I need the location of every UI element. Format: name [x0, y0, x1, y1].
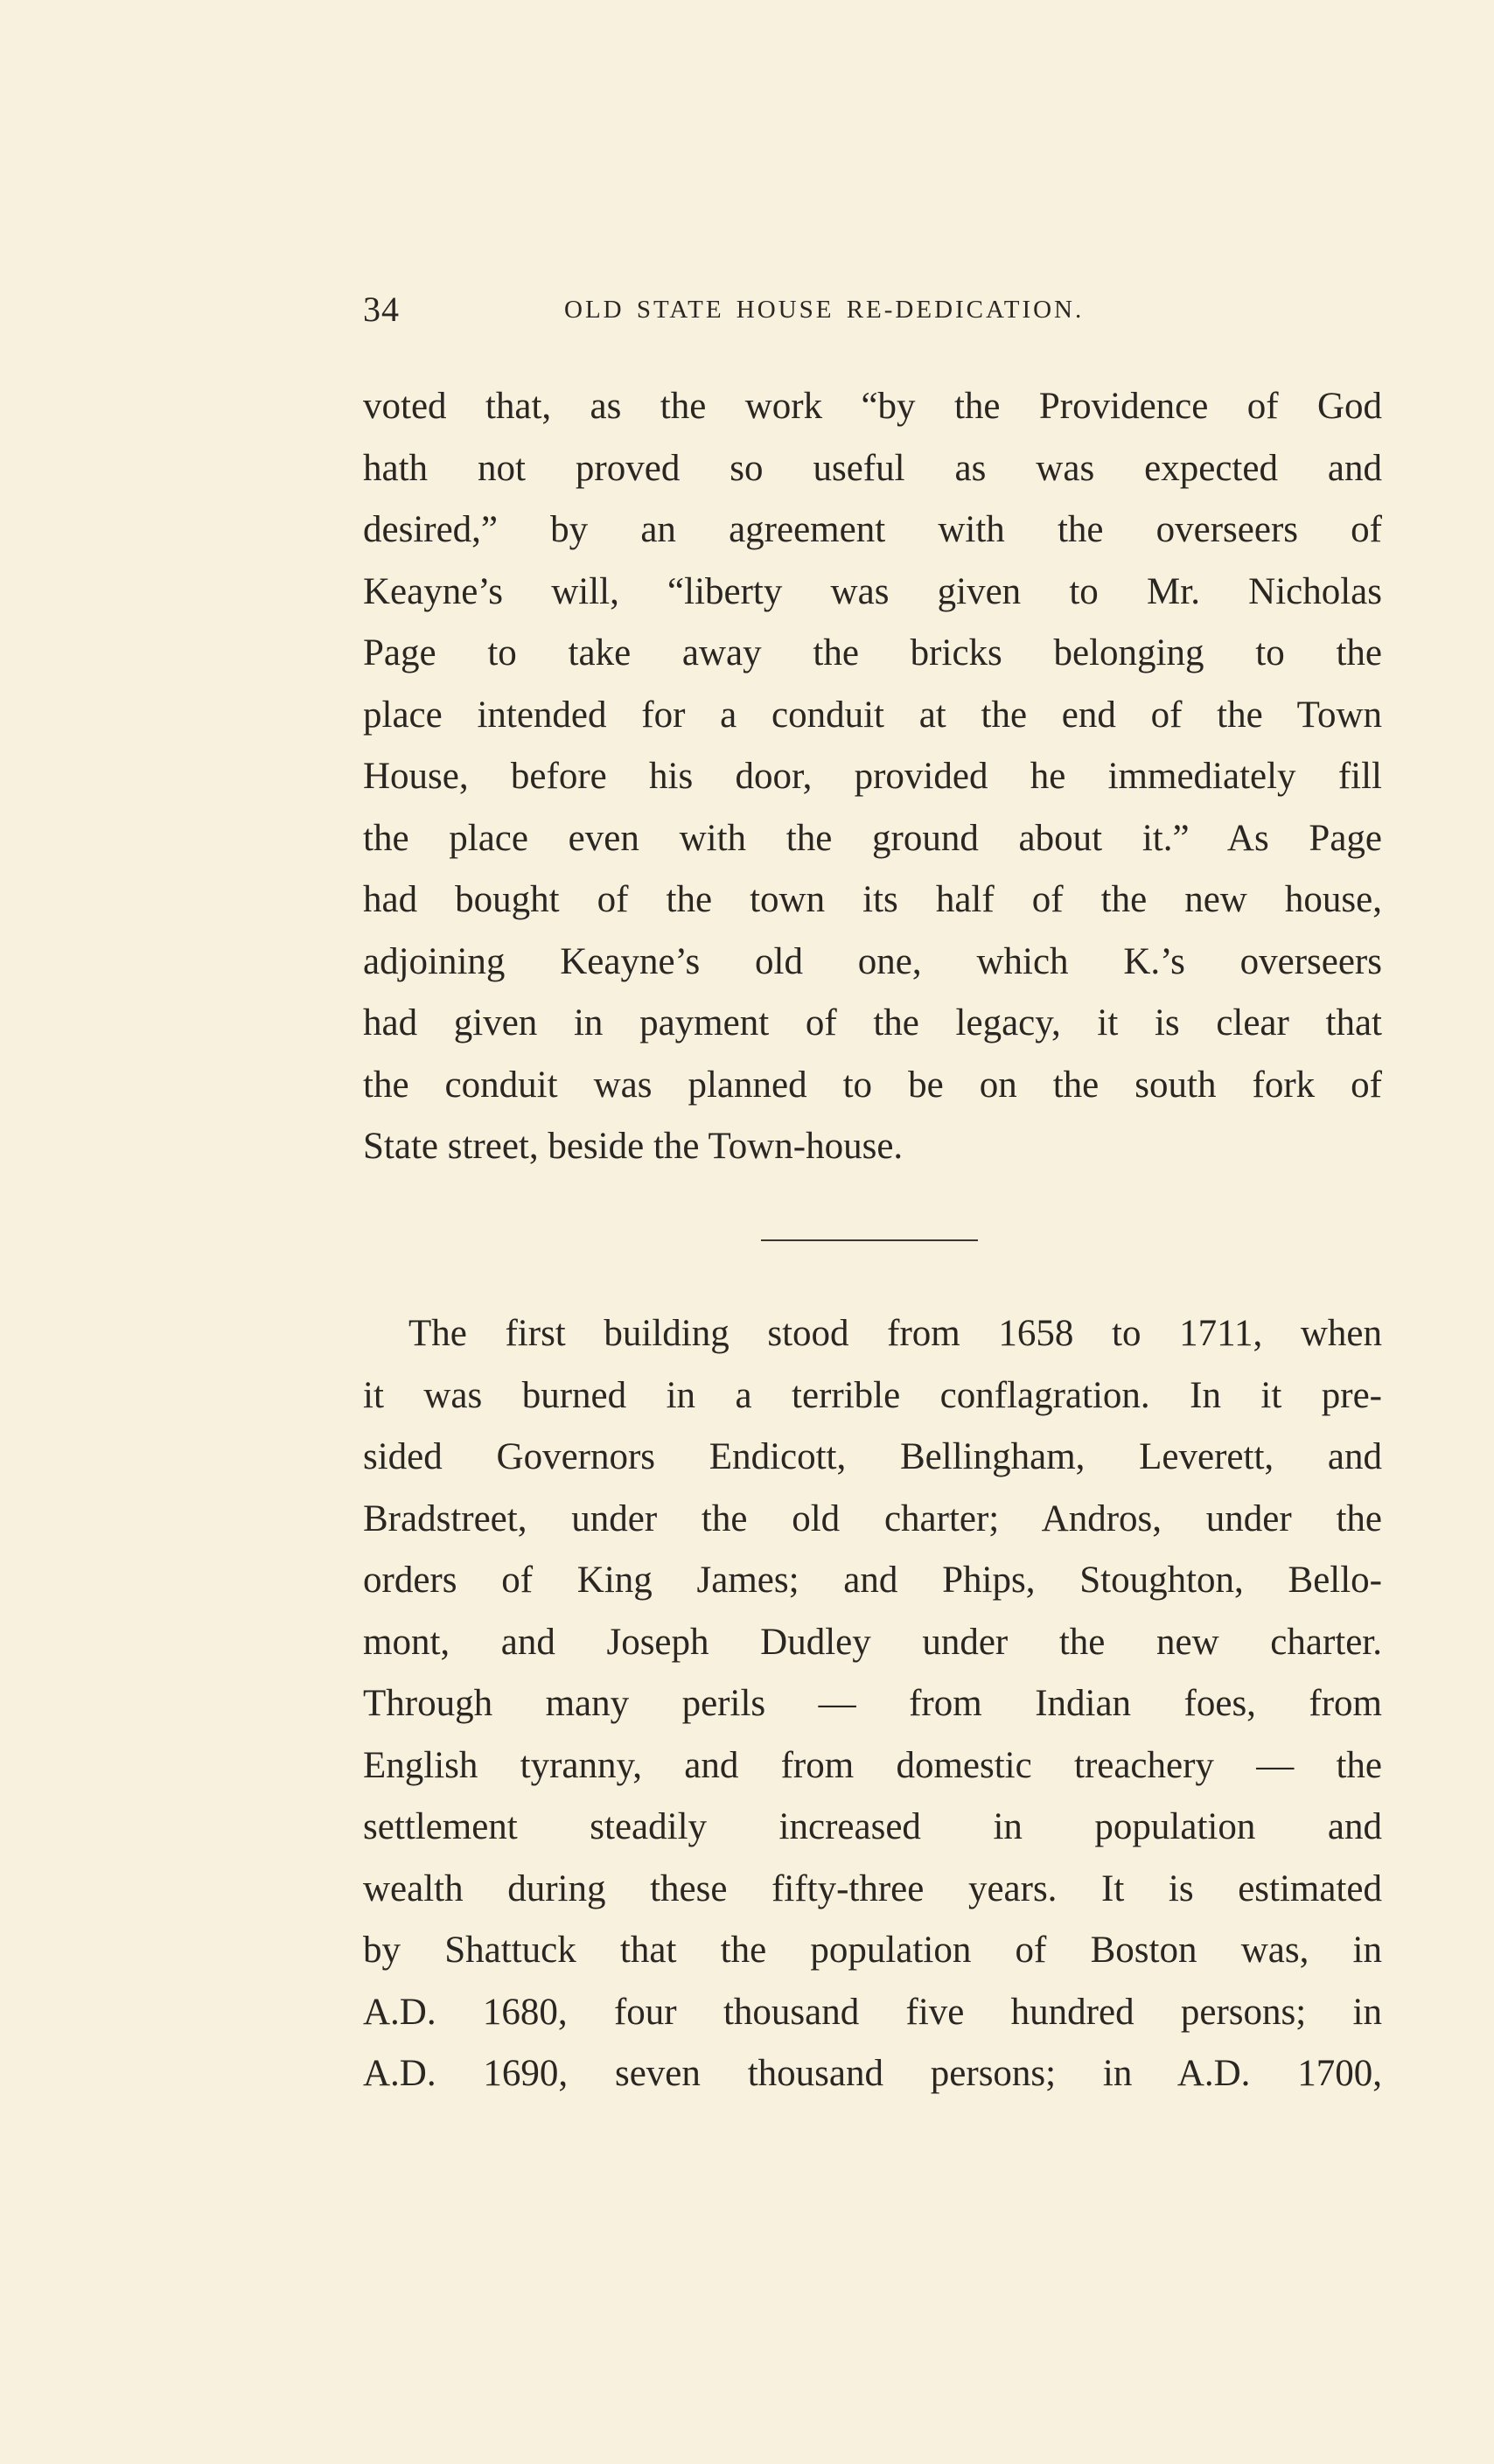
text-line: the place even with the ground about it.” As Page: [363, 817, 1382, 859]
text-line: Through many perils — from Indian foes, from: [363, 1683, 1382, 1724]
text-line: sided Governors Endicott, Bellingham, Leverett, and: [363, 1436, 1382, 1477]
text-line: orders of King James; and Phips, Stoughton, Bello-: [363, 1560, 1382, 1601]
text-line: it was burned in a terrible conflagration. In it pre-: [363, 1374, 1382, 1416]
text-line: adjoining Keayne’s old one, which K.’s overseers: [363, 940, 1382, 982]
text-line: had bought of the town its half of the new house,: [363, 879, 1382, 920]
text-line: mont, and Joseph Dudley under the new charter.: [363, 1621, 1382, 1663]
text-line: Keayne’s will, “liberty was given to Mr. Nicholas: [363, 570, 1382, 612]
text-line: House, before his door, provided he immediately fill: [363, 756, 1382, 797]
text-line: settlement steadily increased in population and: [363, 1806, 1382, 1847]
text-line: English tyranny, and from domestic treachery — the: [363, 1744, 1382, 1786]
paragraph-first-building: [363, 1303, 1382, 2105]
text-line: A.D. 1690, seven thousand persons; in A.D. 1700,: [363, 2053, 1382, 2094]
section-divider: [761, 1239, 978, 1241]
text-line: wealth during these fifty-three years. It is estimated: [363, 1867, 1382, 1909]
page-number: 34: [363, 290, 400, 329]
text-line: Page to take away the bricks belonging to the: [363, 632, 1382, 674]
text-line: by Shattuck that the population of Boston was, in: [363, 1930, 1382, 1971]
text-line: A.D. 1680, four thousand five hundred persons; in: [363, 1991, 1382, 2033]
text-line: voted that, as the work “by the Providence of God: [363, 386, 1382, 427]
running-title: OLD STATE HOUSE RE-DEDICATION.: [564, 296, 1085, 324]
text-line: desired,” by an agreement with the overseers of: [363, 509, 1382, 550]
text-line: the conduit was planned to be on the south fork of: [363, 1064, 1382, 1106]
text-line: The first building stood from 1658 to 1711, when: [408, 1313, 1382, 1354]
text-line: had given in payment of the legacy, it is clear that: [363, 1002, 1382, 1044]
text-line: place intended for a conduit at the end of the Town: [363, 694, 1382, 736]
running-head: [363, 289, 1382, 332]
text-line: State street, beside the Town-house.: [363, 1126, 904, 1167]
text-line: Bradstreet, under the old charter; Andros, under the: [363, 1497, 1382, 1539]
paragraph-conduit: [363, 376, 1382, 1178]
text-line: hath not proved so useful as was expected and: [363, 447, 1382, 489]
